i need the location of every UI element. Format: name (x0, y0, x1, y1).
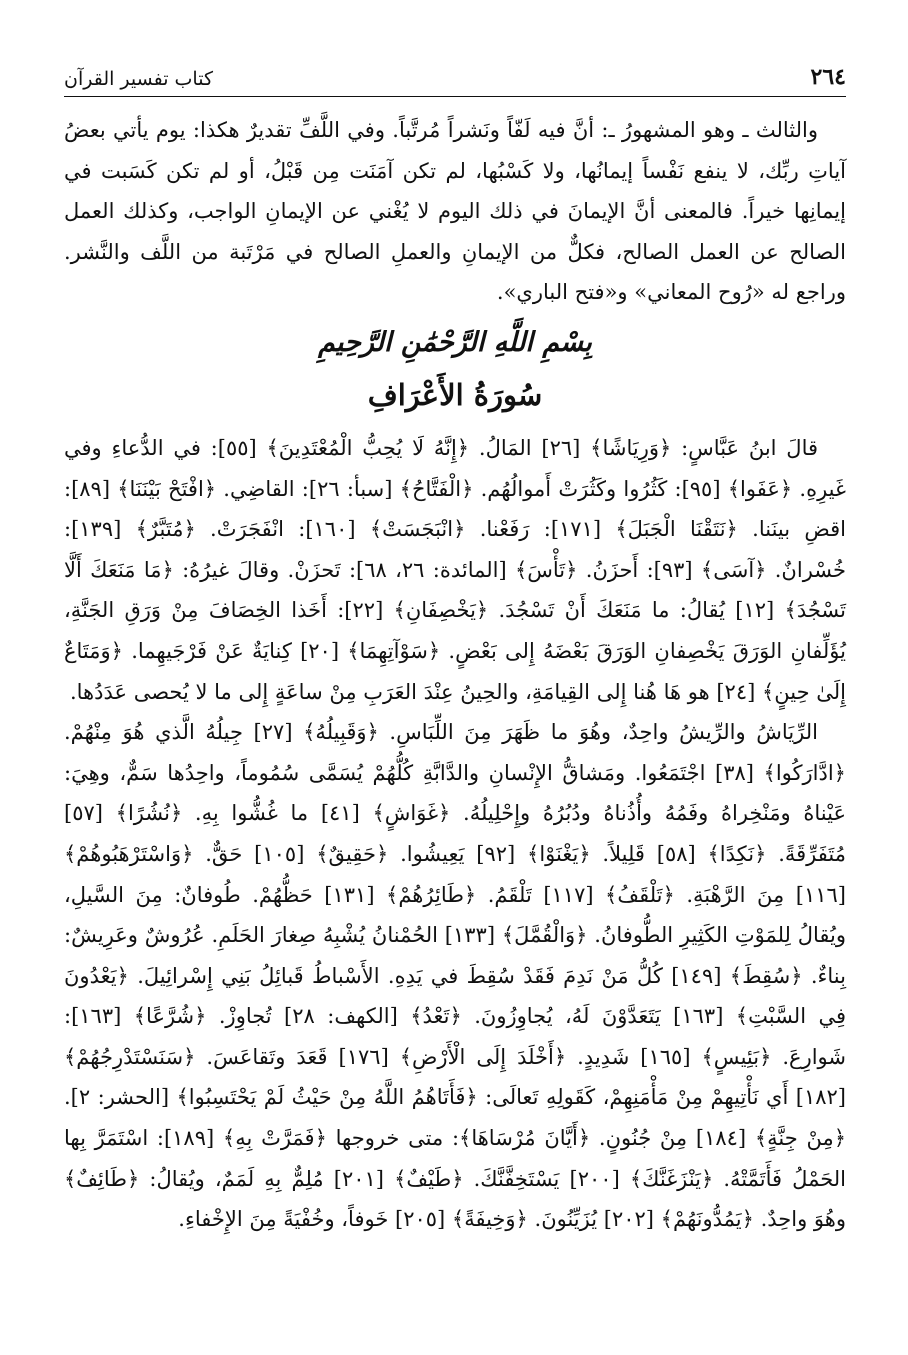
book-title: كتاب تفسير القرآن (64, 68, 213, 90)
page-header (64, 56, 846, 97)
page-number: ٢٦٤ (810, 64, 846, 90)
basmala: بِسْمِ اللَّهِ الرَّحْمَٰنِ الرَّحِيمِ (318, 326, 592, 358)
body-paragraph-2: الرِّيَاشُ والرِّيشُ واحِدٌ، وهُوَ ما ظَهَرَ مِنَ اللِّبَاسِ. ﴿وَقَبِيلُهُ﴾ [٢٧] جِيلُهُ الَّذي هُوَ مِنْهُمْ. ﴿ادَّارَكُوا﴾ [٣٨] اجْتَمَعُوا. ومَشاقُّ الإِنْسانِ والدَّابَّةِ كُلُّهُمْ يُسَمَّى سُمُوماً، واحِدُها سَمٌّ، وهِيَ: عَيْناهُ ومَنْخِراهُ وفَمُهُ وأُذُناهُ ودُبُرُهُ وإِحْلِيلُهُ. ﴿غَوَاشٍ﴾ [٤١] ما غُشُّوا بِهِ. ﴿نُشُرًا﴾ [٥٧] مُتَفَرِّقَةً. ﴿نَكِدًا﴾ [٥٨] قَلِيلاً. ﴿يَغْنَوْا﴾ [٩٢] يَعِيشُوا. ﴿حَقِيقٌ﴾ [١٠٥] حَقٌّ. ﴿وَاسْتَرْهَبُوهُمْ﴾ [١١٦] مِنَ الرَّهْبَةِ. ﴿تَلْقَفُ﴾ [١١٧] تَلْقَمُ. ﴿طَائِرُهُمْ﴾ [١٣١] حَظُّهُمْ. طُوفانٌ: مِنَ السَّيلِ، ويُقالُ لِلمَوْتِ الكَثِيرِ الطُّوفانُ. ﴿وَالْقُمَّلَ﴾ [١٣٣] الحُمْنانُ يُشْبِهُ صِغارَ الحَلَمِ. عُرُوشٌ وعَرِيشٌ: بِناءٌ. ﴿سُقِطَ﴾ [١٤٩] كُلُّ مَنْ نَدِمَ فَقَدْ سُقِطَ في يَدِهِ. الأَسْباطُ قَبائِلُ بَنِي إِسْرائِيلَ. ﴿يَعْدُونَ فِي السَّبْتِ﴾ [١٦٣] يَتَعَدَّوْنَ لَهُ، يُجاوِزُونَ. ﴿تَعْدُ﴾ [الكهف: ٢٨] تُجاوِزْ. ﴿شُرَّعًا﴾ [١٦٣]: شَوارِعَ. ﴿بَئِيسٍ﴾ [١٦٥] شَدِيدٍ. ﴿أَخْلَدَ إِلَى الْأَرْضِ﴾ [١٧٦] قَعَدَ وتَقاعَسَ. ﴿سَنَسْتَدْرِجُهُمْ﴾ [١٨٢] أَي نَأْتِيهِمْ مِنْ مَأْمَنِهِمْ، كَقَولِهِ تَعالَى: ﴿فَأَتَاهُمُ اللَّهُ مِنْ حَيْثُ لَمْ يَحْتَسِبُوا﴾ [الحشر: ٢]. ﴿مِنْ جِنَّةٍ﴾ [١٨٤] مِنْ جُنُونٍ. ﴿أَيَّانَ مُرْسَاهَا﴾: متى خروجها ﴿فَمَرَّتْ بِهِ﴾ [١٨٩]: اسْتَمَرَّ بِها الحَمْلُ فَأَتَمَّتْهُ. ﴿يَنْزَغَنَّكَ﴾ [٢٠٠] يَسْتَخِفَّنَّكَ. ﴿طَيْفٌ﴾ [٢٠١] مُلِمٌّ بِهِ لَمَمٌ، ويُقالُ: ﴿طَائِفٌ﴾ وهُوَ واحِدٌ. ﴿يَمُدُّونَهُمْ﴾ [٢٠٢] يُزَيِّنُونَ. ﴿وَخِيفَةً﴾ [٢٠٥] خَوفاً، وخُفْيَةً مِنَ الإِخْفاءِ. (64, 720, 847, 1232)
body-paragraph-1: قالَ ابنُ عَبَّاسٍ: ﴿وَرِيَاشًا﴾ [٢٦] المَالُ. ﴿إِنَّهُ لَا يُحِبُّ الْمُعْتَدِينَ﴾ [٥٥]: في الدُّعاءِ وفي غَيرِهِ. ﴿عَفَوا﴾ [٩٥]: كَثُرُوا وكَثُرَتْ أَموالُهُم. ﴿الْفَتَّاحُ﴾ [سبأ: ٢٦]: القاضِي. ﴿افْتَحْ بَيْنَنَا﴾ [٨٩]: اقضِ بينَنا. ﴿نَتَقْنَا الْجَبَلَ﴾ [١٧١]: رَفَعْنا. ﴿انْبَجَسَتْ﴾ [١٦٠]: انْفَجَرَتْ. ﴿مُتَبَّرٌ﴾ [١٣٩]: خُسْرانٌ. ﴿آسَى﴾ [٩٣]: أَحزَنُ. ﴿تَأْسَ﴾ [المائدة: ٢٦، ٦٨]: تَحزَنْ. وقالَ غيرُهُ: ﴿مَا مَنَعَكَ أَلَّا تَسْجُدَ﴾ [١٢] يُقالُ: ما مَنَعَكَ أَنْ تَسْجُدَ. ﴿يَخْصِفَانِ﴾ [٢٢]: أَخَذا الخِصَافَ مِنْ وَرَقِ الجَنَّةِ، يُؤَلِّفانِ الوَرَقَ يَخْصِفانِ الوَرَقَ بَعْضَهُ إِلى بَعْضٍ. ﴿سَوْآتِهِمَا﴾ [٢٠] كِنايَةٌ عَنْ فَرْجَيهِما. ﴿وَمَتَاعٌ إِلَىٰ حِينٍ﴾ [٢٤] هو هَا هُنا إِلى القِيامَةِ، والحِينُ عِنْدَ العَرَبِ مِنْ ساعَةٍ إِلى ما لا يُحصى عَدَدُها. (64, 435, 847, 704)
surah-title: سُورَةُ الأَعْرَافِ (367, 377, 543, 412)
page-content (64, 110, 846, 1240)
intro-paragraph: والثالث ـ وهو المشهورُ ـ: أنَّ فيه لَفّاً ونَشراً مُرتَّباً. وفي اللَّفِّ تقديرٌ هكذا: يوم يأتي بعضُ آياتِ ربِّك، لا ينفع نَفْساً إيمانُها، ولا كَسْبُها، لم تكن آمَنَت مِن قَبْلُ، أو لم تكن كَسَبت في إيمانِها خيراً. فالمعنى أنَّ الإيمانَ في ذلك اليوم لا يُغْني عن الإيمانِ الواجب، وكذلك العمل الصالح عن العمل الصالح، فكلٌّ من الإيمانِ والعملِ الصالح في مَرْتَبة من اللَّف والنَّشر. وراجع له «رُوح المعاني» و«فتح الباري». (64, 118, 846, 305)
